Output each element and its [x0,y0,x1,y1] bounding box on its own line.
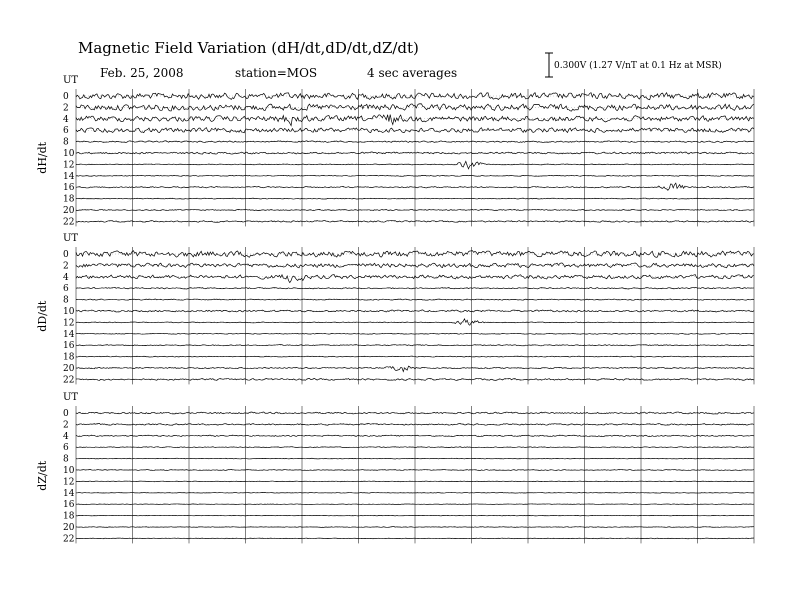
row-label: 14 [63,488,75,499]
chart-title: Magnetic Field Variation (dH/dt,dD/dt,dZ/dt) [78,39,419,57]
row-label: 8 [63,137,69,148]
ut-axis-title: UT [63,75,79,86]
scale-bar [545,53,722,77]
row-label: 2 [63,261,69,272]
row-label: 6 [63,443,69,454]
row-label: 22 [63,375,75,386]
row-label: 10 [63,149,75,159]
row-label: 18 [63,352,75,363]
row-label: 0 [63,92,69,102]
ut-axis-title: UT [63,233,79,244]
row-label: 22 [63,534,75,545]
row-label: 20 [63,364,75,374]
row-label: 0 [63,250,69,260]
row-label: 22 [63,217,75,228]
row-label: 14 [63,329,75,340]
row-label: 8 [63,295,69,306]
row-label: 0 [63,409,69,419]
row-label: 20 [63,206,75,216]
row-label: 2 [63,420,69,431]
row-label: 16 [63,183,75,194]
row-label: 6 [63,284,69,295]
trace-row-18 [76,356,754,357]
row-label: 16 [63,341,75,352]
trace-row-14 [76,493,754,494]
component-label: dD/dt [36,300,49,332]
panel-dH-dt [36,75,754,227]
component-label: dZ/dt [36,460,49,491]
trace-row-16 [76,504,754,505]
row-label: 4 [63,114,69,125]
panel-dZ-dt [36,392,754,544]
date-label: Feb. 25, 2008 [100,66,184,80]
row-label: 12 [63,160,75,171]
row-label: 10 [63,307,75,317]
row-label: 12 [63,477,75,488]
row-label: 2 [63,103,69,114]
scale-label: 0.300V (1.27 V/nT at 0.1 Hz at MSR) [554,61,722,71]
averaging-label: 4 sec averages [367,66,458,80]
row-label: 12 [63,318,75,329]
row-label: 18 [63,511,75,522]
row-label: 14 [63,171,75,182]
component-label: dH/dt [36,141,49,174]
row-label: 16 [63,500,75,511]
row-label: 10 [63,466,75,476]
row-label: 18 [63,194,75,205]
row-label: 20 [63,523,75,533]
ut-axis-title: UT [63,392,79,403]
station-label: station=MOS [235,66,318,80]
trace-row-8 [76,458,754,459]
row-label: 4 [63,272,69,283]
row-label: 8 [63,454,69,465]
panel-dD-dt [36,233,754,385]
row-label: 4 [63,431,69,442]
row-label: 6 [63,126,69,137]
trace-row-18 [76,515,754,516]
